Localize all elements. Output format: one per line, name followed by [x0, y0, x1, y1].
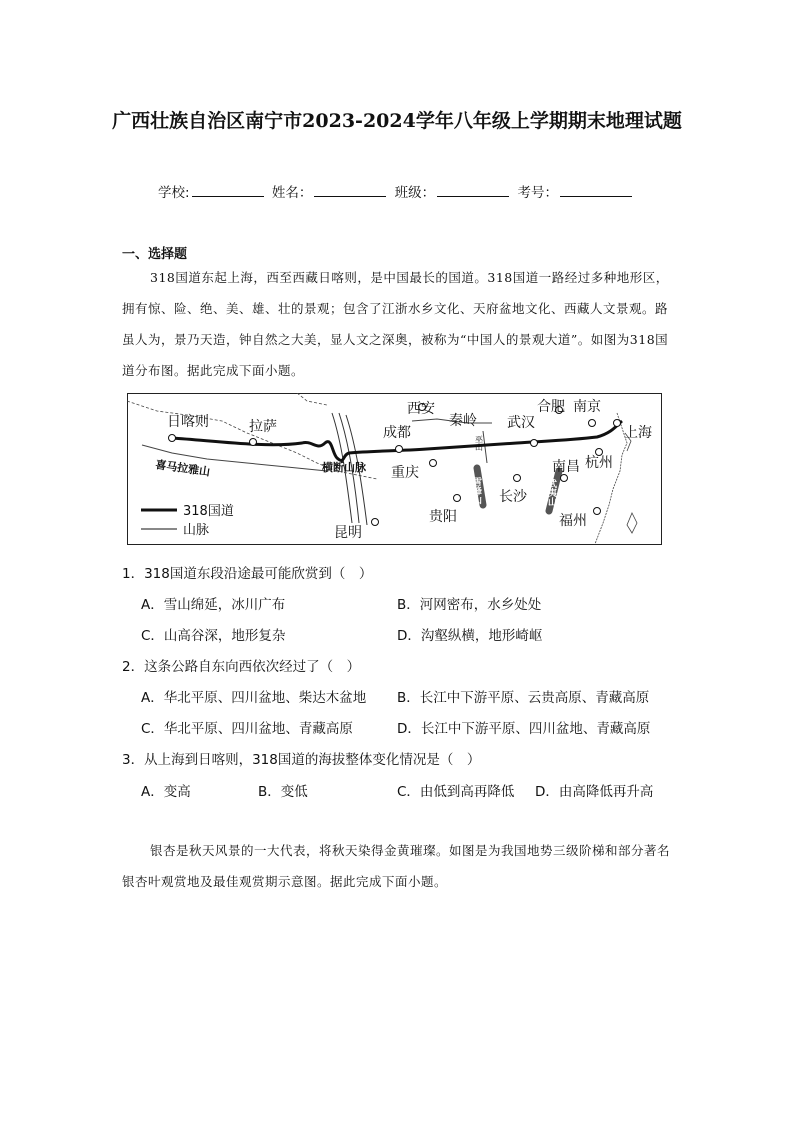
page-title: 广西壮族自治区南宁市2023-2024学年八年级上学期期末地理试题	[112, 110, 682, 132]
q1-option-d[interactable]: D．沟壑纵横，地形崎岖	[397, 628, 543, 644]
q1-option-b[interactable]: B．河网密布，水乡处处	[397, 597, 542, 613]
map-label-fuzhou: 福州	[559, 513, 587, 529]
map-label-qinling: 秦岭	[449, 413, 477, 429]
map-label-hefei: 合肥	[537, 399, 565, 415]
map-label-lasa: 拉萨	[249, 419, 277, 435]
school-label: 学校:	[158, 185, 190, 201]
map-label-wushan: 巫山	[474, 435, 484, 451]
map-label-wuyi: 武夷山	[546, 479, 556, 506]
passage-318: 318国道东起上海，西至西藏日喀则，是中国最长的国道。318国道一路经过多种地形区，拥有惊、险、绝、美、雄、壮的景观；包含了江浙水乡文化、天府盆地文化、西藏人文景观。路虽人为，景乃天造，钟自然之大美，显人文之深奥，被称为“中国人的景观大道”。如图为318国道分布图。据此完成下面小题。	[122, 270, 669, 378]
q2-option-c[interactable]: C．华北平原、四川盆地、青藏高原	[141, 721, 353, 737]
q1-option-c[interactable]: C．山高谷深，地形复杂	[141, 628, 286, 644]
map-label-rikaze: 日喀则	[167, 414, 209, 430]
q3-option-d[interactable]: D．由高降低再升高	[535, 784, 654, 800]
q2-option-a[interactable]: A．华北平原、四川盆地、柴达木盆地	[141, 690, 367, 706]
map-label-changsha: 长沙	[499, 489, 527, 505]
q2-option-b[interactable]: B．长江中下游平原、云贵高原、青藏高原	[397, 690, 650, 706]
name-label: 姓名：	[271, 185, 313, 201]
class-blank	[437, 184, 509, 197]
route-318-map	[127, 393, 662, 545]
map-label-hengduan: 横断山脉	[322, 461, 366, 474]
map-label-himalaya: 喜马拉雅山	[154, 458, 211, 479]
class-label: 班级：	[394, 185, 436, 201]
map-label-xuefeng: 雪峰山	[471, 477, 481, 504]
map-label-chongqing: 重庆	[391, 465, 419, 481]
map-label-chengdu: 成都	[383, 425, 411, 441]
q1-option-a[interactable]: A．雪山绵延，冰川广布	[141, 597, 286, 613]
number-label: 考号：	[517, 185, 558, 201]
passage-ginkgo: 银杏是秋天风景的一大代表，将秋天染得金黄璀璨。如图是为我国地势三级阶梯和部分著名银杏叶观赏地及最佳观赏期示意图。据此完成下面小题。	[122, 843, 671, 889]
map-label-nanchang: 南昌	[552, 459, 580, 475]
map-label-guiyang: 贵阳	[429, 509, 457, 525]
question-3: 3．从上海到日喀则，318国道的海拔整体变化情况是（ ）	[122, 752, 481, 768]
map-label-shanghai: 上海	[624, 425, 652, 441]
map-label-nanjing: 南京	[573, 399, 601, 415]
question-2: 2．这条公路自东向西依次经过了（ ）	[122, 659, 361, 675]
q3-option-a[interactable]: A．变高	[141, 784, 191, 800]
q2-option-d[interactable]: D．长江中下游平原、四川盆地、青藏高原	[397, 721, 651, 737]
map-label-wuhan: 武汉	[507, 415, 535, 431]
student-info-row	[0, 181, 794, 201]
map-label-hangzhou: 杭州	[585, 455, 613, 471]
school-blank	[192, 184, 264, 197]
number-blank	[560, 184, 632, 197]
map-label-xian: 西安	[407, 401, 435, 417]
legend-mountain: 山脉	[183, 523, 210, 538]
q3-option-b[interactable]: B．变低	[258, 784, 308, 800]
map-label-kunming: 昆明	[334, 525, 362, 541]
section-heading: 一、选择题	[122, 247, 188, 262]
question-1: 1．318国道东段沿途最可能欣赏到（ ）	[122, 566, 373, 582]
name-blank	[314, 184, 386, 197]
q3-option-c[interactable]: C．由低到高再降低	[397, 784, 515, 800]
legend-road: 318国道	[183, 504, 234, 519]
